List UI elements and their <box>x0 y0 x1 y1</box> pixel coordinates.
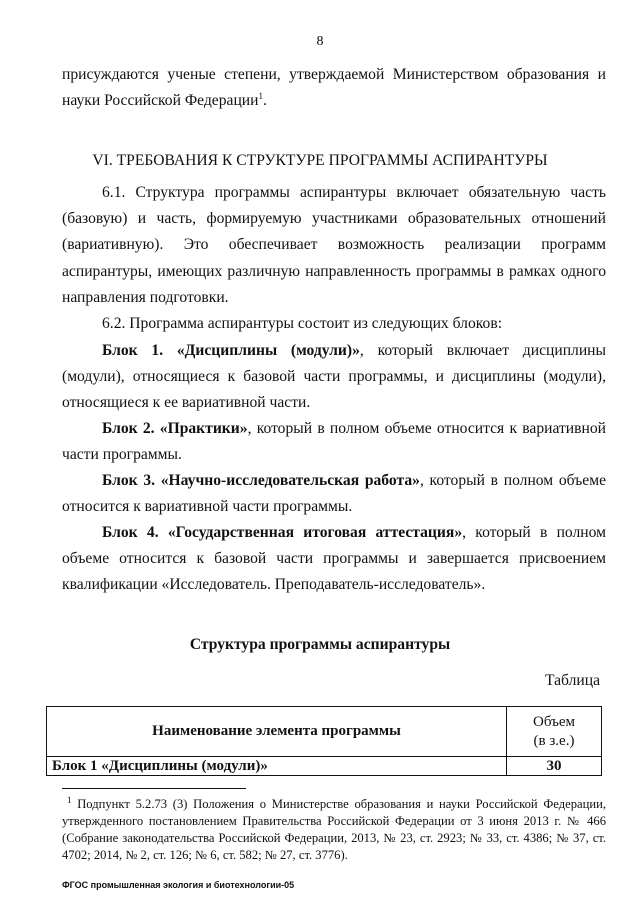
row-element-name: Блок 1 «Дисциплины (модули)» <box>47 757 507 776</box>
footnote-text: Подпункт 5.2.73 (3) Положения о Министерстве образования и науки Российской Федерации, утвержденного постановлением Правительства Российской Федерации от 3 июня 2013 г. № 466 (Собрание законодательства Российской Федерации, 2013, № 23, ст. 2923; № 33, ст. 4386; № 37, ст. 4702; 2014, № 2, ст. 126; № 6, ст. 582; № 27, ст. 3776). <box>62 797 606 862</box>
intro-paragraph <box>62 62 606 114</box>
footnote <box>62 796 606 864</box>
header-volume-line2: (в з.е.) <box>533 732 575 749</box>
header-volume-line1: Объем <box>533 713 575 730</box>
row-volume: 30 <box>507 757 602 776</box>
block-2-text: , который в полном объеме относится к вариативной части программы. <box>62 420 606 464</box>
table-caption: Структура программы аспирантуры <box>189 636 451 653</box>
block-1-paragraph <box>62 338 606 417</box>
footnote-separator <box>62 788 246 789</box>
paragraph-6-1: 6.1. Структура программы аспирантуры включает обязательную часть (базовую) и часть, формируемую участниками образовательных отношений (вариативную). Это обеспечивает возможность реализации программ аспирантуры, имеющих различную направленность программы в рамках одного направления подготовки. <box>62 184 606 306</box>
intro-end: . <box>262 92 267 110</box>
block-1-title: Блок 1. «Дисциплины (модули)» <box>102 342 360 359</box>
table-header-row <box>47 707 602 757</box>
intro-text: присуждаются ученые степени, утверждаемой Министерством образования и науки Российской Федерации <box>62 66 606 110</box>
header-element-name: Наименование элемента программы <box>47 707 507 757</box>
paragraph-6-2: 6.2. Программа аспирантуры состоит из следующих блоков: <box>102 315 503 332</box>
block-2-title: Блок 2. «Практики» <box>102 420 248 437</box>
block-3-text: , который в полном объеме относится к вариативной части программы. <box>62 472 606 516</box>
section-heading: VI. ТРЕБОВАНИЯ К СТРУКТУРЕ ПРОГРАММЫ АСПИРАНТУРЫ <box>92 152 548 169</box>
header-volume <box>507 707 602 757</box>
block-3-paragraph <box>62 468 606 520</box>
table-row <box>47 757 602 776</box>
program-structure-table <box>46 706 602 776</box>
footnote-mark: 1 <box>67 794 72 805</box>
page-number: 8 <box>316 34 324 49</box>
block-2-paragraph <box>62 416 606 468</box>
block-4-text: , который в полном объеме относится к базовой части программы и завершается присвоением квалификации «Исследователь. Преподаватель-исследователь». <box>62 524 606 594</box>
table-label: Таблица <box>545 672 600 689</box>
footnote-reference: 1 <box>258 91 263 102</box>
block-3-title: Блок 3. «Научно-исследовательская работа» <box>102 472 420 489</box>
block-1-text: , который включает дисциплины (модули), относящиеся к базовой части программы, и дисциплины (модули), относящиеся к ее вариативной части. <box>62 342 606 412</box>
block-4-paragraph <box>62 520 606 599</box>
block-4-title: Блок 4. «Государственная итоговая аттестация» <box>102 524 463 541</box>
page-footer: ФГОС промышленная экология и биотехнологии-05 <box>62 880 295 890</box>
